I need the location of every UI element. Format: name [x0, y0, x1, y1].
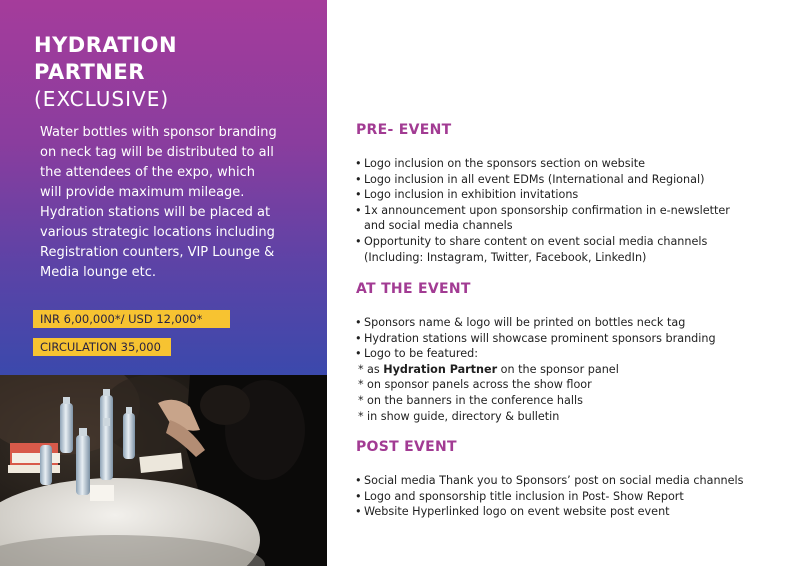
at-event-heading: AT THE EVENT — [356, 281, 471, 297]
list-item: • Opportunity to share content on event social media channels — [355, 234, 785, 250]
event-photo-illustration — [0, 375, 327, 566]
title-line-2: PARTNER — [34, 60, 145, 84]
sub-list-item — [355, 362, 785, 378]
list-item: • Hydration stations will showcase prominent sponsors branding — [355, 331, 785, 347]
right-panel — [327, 0, 800, 566]
price-badge: INR 6,00,000*/ USD 12,000* — [33, 310, 230, 328]
package-description: Water bottles with sponsor branding on neck tag will be distributed to all the attendees of the expo, which will provide maximum mileage. Hydration stations will be placed at various strategic locations including Registration counters, VIP Lounge & Media lounge etc. — [40, 125, 277, 280]
pre-event-heading: PRE- EVENT — [356, 122, 452, 138]
title-line-1: HYDRATION — [34, 33, 178, 57]
list-item: • Sponsors name & logo will be printed on bottles neck tag — [355, 315, 785, 331]
at-event-list — [355, 315, 785, 424]
package-title — [34, 32, 177, 113]
list-item: • Logo inclusion in all event EDMs (International and Regional) — [355, 172, 785, 188]
pre-event-list — [355, 156, 785, 265]
hydration-partner-highlight: Hydration Partner — [383, 362, 498, 376]
sub-list-item: * on sponsor panels across the show floor — [355, 377, 785, 393]
continuation-text: and social media channels — [364, 219, 513, 233]
list-item: • Logo inclusion in exhibition invitations — [355, 187, 785, 203]
list-item-continuation — [355, 218, 785, 234]
left-panel — [0, 0, 327, 566]
title-line-3: (EXCLUSIVE) — [34, 87, 170, 111]
sub-list-item: * in show guide, directory & bulletin — [355, 409, 785, 425]
event-photo — [0, 375, 327, 566]
post-event-list — [355, 473, 785, 520]
list-item: • 1x announcement upon sponsorship confirmation in e-newsletter — [355, 203, 785, 219]
post-event-heading: POST EVENT — [356, 439, 457, 455]
sub-list-item: * on the banners in the conference halls — [355, 393, 785, 409]
list-item-continuation — [355, 250, 785, 266]
list-item: • Website Hyperlinked logo on event website post event — [355, 504, 785, 520]
list-item: • Logo to be featured: — [355, 346, 785, 362]
circulation-badge: CIRCULATION 35,000 — [33, 338, 171, 356]
list-item: • Logo inclusion on the sponsors section on website — [355, 156, 785, 172]
sub-item-suffix: on the sponsor panel — [500, 362, 619, 376]
sub-item-prefix: as — [367, 362, 380, 376]
list-item: • Social media Thank you to Sponsors’ post on social media channels — [355, 473, 785, 489]
continuation-text: (Including: Instagram, Twitter, Facebook, LinkedIn) — [364, 250, 647, 264]
list-item: • Logo and sponsorship title inclusion in Post- Show Report — [355, 489, 785, 505]
